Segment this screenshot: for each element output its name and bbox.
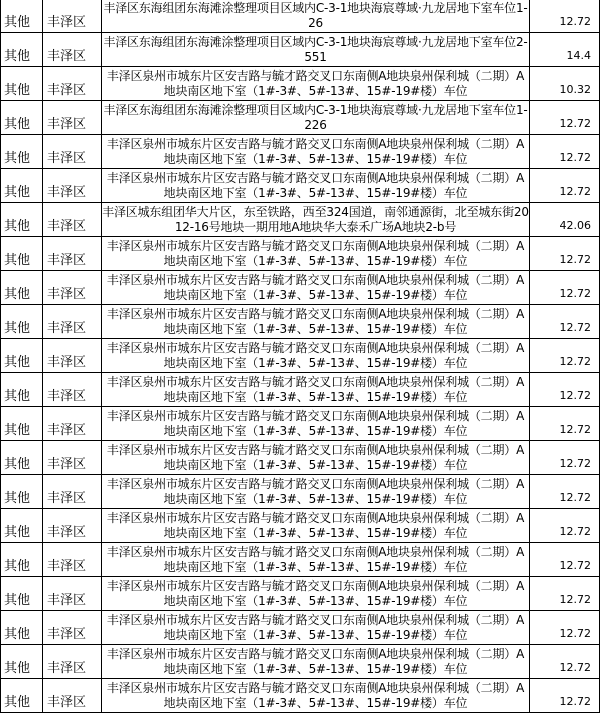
- district-cell: 丰泽区: [43, 475, 102, 509]
- table-row: [1, 475, 600, 509]
- category-cell: 其他: [1, 339, 43, 373]
- category-cell: 其他: [1, 543, 43, 577]
- category-cell: 其他: [1, 237, 43, 271]
- table-body: [1, 0, 600, 713]
- location-cell: 丰泽区东海组团东海滩涂整理项目区域内C-3-1地块海宸尊域·九龙居地下室车位1-26: [102, 0, 530, 33]
- district-cell: 丰泽区: [43, 611, 102, 645]
- location-cell: 丰泽区东海组团东海滩涂整理项目区域内C-3-1地块海宸尊域·九龙居地下室车位1-226: [102, 101, 530, 135]
- table-row: [1, 339, 600, 373]
- category-cell: 其他: [1, 271, 43, 305]
- table-row: [1, 373, 600, 407]
- category-cell: 其他: [1, 169, 43, 203]
- area-cell: 42.06: [530, 203, 600, 237]
- area-cell: 12.72: [530, 645, 600, 679]
- area-cell: 12.72: [530, 169, 600, 203]
- category-cell: 其他: [1, 33, 43, 67]
- district-cell: 丰泽区: [43, 441, 102, 475]
- category-cell: 其他: [1, 203, 43, 237]
- area-cell: 12.72: [530, 0, 600, 33]
- location-cell: 丰泽区泉州市城东片区安吉路与毓才路交叉口东南侧A地块泉州保利城（二期）A地块南区地下室（1#-3#、5#-13#、15#-19#楼）车位: [102, 407, 530, 441]
- table-row: [1, 67, 600, 101]
- district-cell: 丰泽区: [43, 271, 102, 305]
- district-cell: 丰泽区: [43, 135, 102, 169]
- area-cell: 12.72: [530, 577, 600, 611]
- area-cell: 12.72: [530, 101, 600, 135]
- location-cell: 丰泽区泉州市城东片区安吉路与毓才路交叉口东南侧A地块泉州保利城（二期）A地块南区地下室（1#-3#、5#-13#、15#-19#楼）车位: [102, 271, 530, 305]
- location-cell: 丰泽区泉州市城东片区安吉路与毓才路交叉口东南侧A地块泉州保利城（二期）A地块南区地下室（1#-3#、5#-13#、15#-19#楼）车位: [102, 135, 530, 169]
- area-cell: 12.72: [530, 441, 600, 475]
- table-row: [1, 577, 600, 611]
- category-cell: 其他: [1, 101, 43, 135]
- area-cell: 12.72: [530, 373, 600, 407]
- category-cell: 其他: [1, 577, 43, 611]
- area-cell: 12.72: [530, 135, 600, 169]
- location-cell: 丰泽区泉州市城东片区安吉路与毓才路交叉口东南侧A地块泉州保利城（二期）A地块南区地下室（1#-3#、5#-13#、15#-19#楼）车位: [102, 373, 530, 407]
- location-cell: 丰泽区泉州市城东片区安吉路与毓才路交叉口东南侧A地块泉州保利城（二期）A地块南区地下室（1#-3#、5#-13#、15#-19#楼）车位: [102, 169, 530, 203]
- area-cell: 14.4: [530, 33, 600, 67]
- table-row: [1, 679, 600, 713]
- location-cell: 丰泽区泉州市城东片区安吉路与毓才路交叉口东南侧A地块泉州保利城（二期）A地块南区地下室（1#-3#、5#-13#、15#-19#楼）车位: [102, 475, 530, 509]
- category-cell: 其他: [1, 0, 43, 33]
- district-cell: 丰泽区: [43, 339, 102, 373]
- district-cell: 丰泽区: [43, 577, 102, 611]
- table-row: [1, 203, 600, 237]
- district-cell: 丰泽区: [43, 33, 102, 67]
- table-row: [1, 237, 600, 271]
- table-row: [1, 543, 600, 577]
- district-cell: 丰泽区: [43, 645, 102, 679]
- location-cell: 丰泽区泉州市城东片区安吉路与毓才路交叉口东南侧A地块泉州保利城（二期）A地块南区地下室（1#-3#、5#-13#、15#-19#楼）车位: [102, 237, 530, 271]
- district-cell: 丰泽区: [43, 67, 102, 101]
- district-cell: 丰泽区: [43, 101, 102, 135]
- location-cell: 丰泽区泉州市城东片区安吉路与毓才路交叉口东南侧A地块泉州保利城（二期）A地块南区地下室（1#-3#、5#-13#、15#-19#楼）车位: [102, 441, 530, 475]
- table-row: [1, 33, 600, 67]
- location-cell: 丰泽区泉州市城东片区安吉路与毓才路交叉口东南侧A地块泉州保利城（二期）A地块南区地下室（1#-3#、5#-13#、15#-19#楼）车位: [102, 543, 530, 577]
- area-cell: 12.72: [530, 271, 600, 305]
- table-row: [1, 305, 600, 339]
- location-cell: 丰泽区泉州市城东片区安吉路与毓才路交叉口东南侧A地块泉州保利城（二期）A地块南区地下室（1#-3#、5#-13#、15#-19#楼）车位: [102, 305, 530, 339]
- district-cell: 丰泽区: [43, 679, 102, 713]
- district-cell: 丰泽区: [43, 305, 102, 339]
- category-cell: 其他: [1, 611, 43, 645]
- category-cell: 其他: [1, 679, 43, 713]
- table-row: [1, 0, 600, 33]
- category-cell: 其他: [1, 475, 43, 509]
- table-row: [1, 441, 600, 475]
- category-cell: 其他: [1, 135, 43, 169]
- table-row: [1, 645, 600, 679]
- location-cell: 丰泽区泉州市城东片区安吉路与毓才路交叉口东南侧A地块泉州保利城（二期）A地块南区地下室（1#-3#、5#-13#、15#-19#楼）车位: [102, 577, 530, 611]
- location-cell: 丰泽区泉州市城东片区安吉路与毓才路交叉口东南侧A地块泉州保利城（二期）A地块南区地下室（1#-3#、5#-13#、15#-19#楼）车位: [102, 67, 530, 101]
- category-cell: 其他: [1, 407, 43, 441]
- area-cell: 12.72: [530, 679, 600, 713]
- district-cell: 丰泽区: [43, 169, 102, 203]
- category-cell: 其他: [1, 441, 43, 475]
- district-cell: 丰泽区: [43, 203, 102, 237]
- table-row: [1, 135, 600, 169]
- location-cell: 丰泽区东海组团东海滩涂整理项目区域内C-3-1地块海宸尊域·九龙居地下室车位2-551: [102, 33, 530, 67]
- location-cell: 丰泽区泉州市城东片区安吉路与毓才路交叉口东南侧A地块泉州保利城（二期）A地块南区地下室（1#-3#、5#-13#、15#-19#楼）车位: [102, 679, 530, 713]
- area-cell: 12.72: [530, 407, 600, 441]
- district-cell: 丰泽区: [43, 0, 102, 33]
- category-cell: 其他: [1, 373, 43, 407]
- table-row: [1, 169, 600, 203]
- location-cell: 丰泽区城东组团华大片区，东至铁路，西至324国道，南邻通源街，北至城东街2012-16号地块一期用地A地块华大泰禾广场A地块2-b号: [102, 203, 530, 237]
- table-row: [1, 611, 600, 645]
- category-cell: 其他: [1, 67, 43, 101]
- table-row: [1, 407, 600, 441]
- location-cell: 丰泽区泉州市城东片区安吉路与毓才路交叉口东南侧A地块泉州保利城（二期）A地块南区地下室（1#-3#、5#-13#、15#-19#楼）车位: [102, 339, 530, 373]
- table-row: [1, 271, 600, 305]
- district-cell: 丰泽区: [43, 543, 102, 577]
- location-cell: 丰泽区泉州市城东片区安吉路与毓才路交叉口东南侧A地块泉州保利城（二期）A地块南区地下室（1#-3#、5#-13#、15#-19#楼）车位: [102, 611, 530, 645]
- area-cell: 12.72: [530, 339, 600, 373]
- location-cell: 丰泽区泉州市城东片区安吉路与毓才路交叉口东南侧A地块泉州保利城（二期）A地块南区地下室（1#-3#、5#-13#、15#-19#楼）车位: [102, 645, 530, 679]
- category-cell: 其他: [1, 645, 43, 679]
- area-cell: 12.72: [530, 509, 600, 543]
- district-cell: 丰泽区: [43, 237, 102, 271]
- table-row: [1, 509, 600, 543]
- area-cell: 12.72: [530, 611, 600, 645]
- area-cell: 12.72: [530, 237, 600, 271]
- area-cell: 12.72: [530, 543, 600, 577]
- area-cell: 12.72: [530, 305, 600, 339]
- area-cell: 10.32: [530, 67, 600, 101]
- district-cell: 丰泽区: [43, 407, 102, 441]
- location-cell: 丰泽区泉州市城东片区安吉路与毓才路交叉口东南侧A地块泉州保利城（二期）A地块南区地下室（1#-3#、5#-13#、15#-19#楼）车位: [102, 509, 530, 543]
- category-cell: 其他: [1, 509, 43, 543]
- area-cell: 12.72: [530, 475, 600, 509]
- table-row: [1, 101, 600, 135]
- district-cell: 丰泽区: [43, 509, 102, 543]
- category-cell: 其他: [1, 305, 43, 339]
- district-cell: 丰泽区: [43, 373, 102, 407]
